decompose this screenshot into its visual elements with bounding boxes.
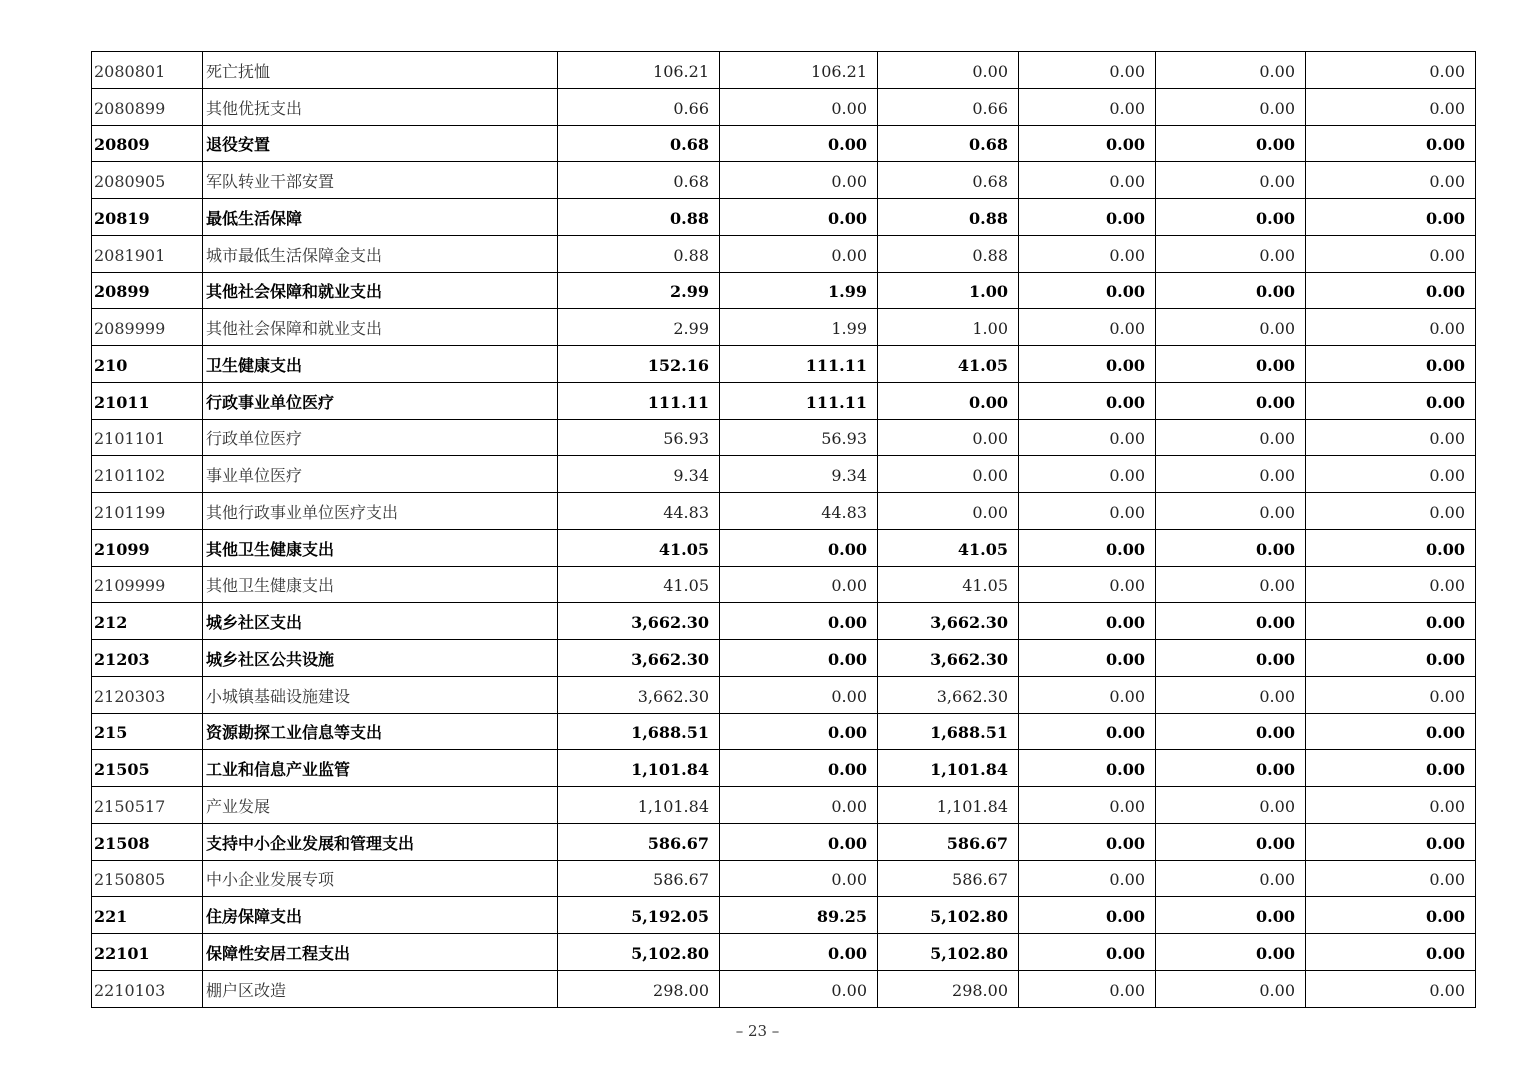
- amount-cell: 0.66: [878, 88, 1019, 125]
- amount-cell: 111.11: [558, 382, 720, 419]
- subject-name-cell: 其他卫生健康支出: [203, 529, 558, 566]
- amount-cell: 2.99: [558, 309, 720, 346]
- amount-cell: 1,101.84: [558, 787, 720, 824]
- amount-cell: 1.00: [878, 272, 1019, 309]
- subject-name-cell: 卫生健康支出: [203, 346, 558, 383]
- subject-code-cell: 2101101: [92, 419, 203, 456]
- amount-cell: 0.00: [1019, 52, 1156, 89]
- amount-cell: 41.05: [878, 529, 1019, 566]
- amount-cell: 0.00: [1306, 88, 1476, 125]
- amount-cell: 0.00: [1019, 823, 1156, 860]
- amount-cell: 1,688.51: [878, 713, 1019, 750]
- amount-cell: 0.00: [1306, 750, 1476, 787]
- amount-cell: 5,192.05: [558, 897, 720, 934]
- amount-cell: 0.88: [878, 235, 1019, 272]
- amount-cell: 5,102.80: [878, 897, 1019, 934]
- amount-cell: 0.88: [558, 199, 720, 236]
- amount-cell: 0.00: [1306, 382, 1476, 419]
- amount-cell: 0.00: [1019, 125, 1156, 162]
- amount-cell: 0.00: [1306, 162, 1476, 199]
- subject-name-cell: 保障性安居工程支出: [203, 934, 558, 971]
- amount-cell: 0.00: [1156, 125, 1306, 162]
- amount-cell: 0.00: [1156, 272, 1306, 309]
- table-row: [92, 823, 1476, 860]
- amount-cell: 0.00: [1019, 456, 1156, 493]
- subject-name-cell: 死亡抚恤: [203, 52, 558, 89]
- table-row: [92, 493, 1476, 530]
- subject-name-cell: 退役安置: [203, 125, 558, 162]
- subject-code-cell: 21011: [92, 382, 203, 419]
- amount-cell: 0.00: [720, 199, 878, 236]
- subject-name-cell: 中小企业发展专项: [203, 860, 558, 897]
- amount-cell: 0.00: [720, 970, 878, 1007]
- subject-code-cell: 210: [92, 346, 203, 383]
- amount-cell: 3,662.30: [878, 676, 1019, 713]
- amount-cell: 0.68: [878, 125, 1019, 162]
- amount-cell: 0.00: [1306, 456, 1476, 493]
- table-row: [92, 419, 1476, 456]
- amount-cell: 0.00: [1306, 419, 1476, 456]
- amount-cell: 1,688.51: [558, 713, 720, 750]
- amount-cell: 1.99: [720, 272, 878, 309]
- table-row: [92, 125, 1476, 162]
- amount-cell: 0.00: [878, 493, 1019, 530]
- amount-cell: 0.00: [720, 750, 878, 787]
- amount-cell: 0.00: [1019, 382, 1156, 419]
- amount-cell: 586.67: [878, 860, 1019, 897]
- amount-cell: 0.00: [1156, 823, 1306, 860]
- amount-cell: 0.88: [558, 235, 720, 272]
- amount-cell: 0.00: [720, 529, 878, 566]
- amount-cell: 0.00: [878, 419, 1019, 456]
- amount-cell: 0.00: [720, 823, 878, 860]
- amount-cell: 0.00: [1156, 860, 1306, 897]
- amount-cell: 56.93: [558, 419, 720, 456]
- amount-cell: 0.00: [720, 566, 878, 603]
- amount-cell: 0.00: [1019, 309, 1156, 346]
- amount-cell: 0.00: [1019, 88, 1156, 125]
- amount-cell: 41.05: [878, 566, 1019, 603]
- amount-cell: 0.00: [1306, 676, 1476, 713]
- amount-cell: 0.00: [720, 88, 878, 125]
- amount-cell: 0.00: [1306, 897, 1476, 934]
- amount-cell: 41.05: [878, 346, 1019, 383]
- subject-name-cell: 棚户区改造: [203, 970, 558, 1007]
- amount-cell: 1.00: [878, 309, 1019, 346]
- amount-cell: 1,101.84: [878, 787, 1019, 824]
- amount-cell: 41.05: [558, 566, 720, 603]
- table-row: [92, 566, 1476, 603]
- amount-cell: 44.83: [558, 493, 720, 530]
- amount-cell: 0.00: [1019, 934, 1156, 971]
- subject-code-cell: 2210103: [92, 970, 203, 1007]
- amount-cell: 9.34: [720, 456, 878, 493]
- amount-cell: 0.00: [1306, 52, 1476, 89]
- table-row: [92, 970, 1476, 1007]
- amount-cell: 0.00: [1306, 309, 1476, 346]
- amount-cell: 0.66: [558, 88, 720, 125]
- amount-cell: 0.00: [1019, 640, 1156, 677]
- page-number: – 23 –: [735, 1022, 780, 1040]
- amount-cell: 0.00: [1156, 787, 1306, 824]
- amount-cell: 0.00: [720, 713, 878, 750]
- amount-cell: 0.00: [1019, 897, 1156, 934]
- subject-code-cell: 221: [92, 897, 203, 934]
- budget-table: [91, 51, 1476, 1008]
- subject-code-cell: 20899: [92, 272, 203, 309]
- table-row: [92, 603, 1476, 640]
- subject-name-cell: 城乡社区公共设施: [203, 640, 558, 677]
- table-row: [92, 88, 1476, 125]
- subject-code-cell: 20819: [92, 199, 203, 236]
- table-row: [92, 529, 1476, 566]
- amount-cell: 56.93: [720, 419, 878, 456]
- amount-cell: 0.00: [1019, 419, 1156, 456]
- amount-cell: 298.00: [558, 970, 720, 1007]
- table-row: [92, 272, 1476, 309]
- amount-cell: 0.00: [1156, 934, 1306, 971]
- amount-cell: 0.00: [720, 640, 878, 677]
- amount-cell: 0.00: [1156, 346, 1306, 383]
- amount-cell: 0.68: [558, 125, 720, 162]
- amount-cell: 3,662.30: [558, 603, 720, 640]
- table-row: [92, 713, 1476, 750]
- amount-cell: 0.00: [1019, 676, 1156, 713]
- amount-cell: 0.00: [1306, 125, 1476, 162]
- amount-cell: 106.21: [720, 52, 878, 89]
- table-row: [92, 309, 1476, 346]
- amount-cell: 298.00: [878, 970, 1019, 1007]
- subject-code-cell: 21508: [92, 823, 203, 860]
- subject-code-cell: 20809: [92, 125, 203, 162]
- amount-cell: 0.00: [1306, 235, 1476, 272]
- table-row: [92, 934, 1476, 971]
- subject-name-cell: 城市最低生活保障金支出: [203, 235, 558, 272]
- amount-cell: 0.00: [1156, 419, 1306, 456]
- amount-cell: 0.00: [720, 787, 878, 824]
- subject-code-cell: 21203: [92, 640, 203, 677]
- amount-cell: 0.00: [1306, 199, 1476, 236]
- amount-cell: 0.00: [1306, 970, 1476, 1007]
- amount-cell: 0.00: [720, 125, 878, 162]
- amount-cell: 0.00: [1019, 713, 1156, 750]
- amount-cell: 0.00: [1306, 934, 1476, 971]
- amount-cell: 0.00: [1306, 346, 1476, 383]
- amount-cell: 0.00: [878, 382, 1019, 419]
- subject-name-cell: 资源勘探工业信息等支出: [203, 713, 558, 750]
- subject-code-cell: 22101: [92, 934, 203, 971]
- amount-cell: 0.00: [1156, 970, 1306, 1007]
- table-row: [92, 897, 1476, 934]
- subject-name-cell: 其他卫生健康支出: [203, 566, 558, 603]
- amount-cell: 0.00: [1019, 603, 1156, 640]
- amount-cell: 0.68: [878, 162, 1019, 199]
- table-body: [92, 52, 1476, 1008]
- table-row: [92, 676, 1476, 713]
- subject-code-cell: 2150517: [92, 787, 203, 824]
- amount-cell: 0.00: [1306, 493, 1476, 530]
- amount-cell: 111.11: [720, 346, 878, 383]
- amount-cell: 0.00: [1156, 309, 1306, 346]
- subject-name-cell: 其他社会保障和就业支出: [203, 309, 558, 346]
- subject-code-cell: 2101102: [92, 456, 203, 493]
- amount-cell: 152.16: [558, 346, 720, 383]
- amount-cell: 0.00: [1306, 566, 1476, 603]
- amount-cell: 41.05: [558, 529, 720, 566]
- table-row: [92, 787, 1476, 824]
- subject-code-cell: 2109999: [92, 566, 203, 603]
- subject-code-cell: 215: [92, 713, 203, 750]
- subject-code-cell: 2080899: [92, 88, 203, 125]
- amount-cell: 0.00: [1306, 787, 1476, 824]
- amount-cell: 0.00: [1156, 199, 1306, 236]
- subject-code-cell: 2101199: [92, 493, 203, 530]
- amount-cell: 0.00: [720, 235, 878, 272]
- subject-name-cell: 城乡社区支出: [203, 603, 558, 640]
- amount-cell: 0.00: [1019, 493, 1156, 530]
- amount-cell: 3,662.30: [878, 603, 1019, 640]
- amount-cell: 586.67: [878, 823, 1019, 860]
- amount-cell: 0.00: [1156, 88, 1306, 125]
- subject-code-cell: 2120303: [92, 676, 203, 713]
- amount-cell: 0.00: [1306, 713, 1476, 750]
- table-row: [92, 199, 1476, 236]
- amount-cell: 0.00: [1019, 199, 1156, 236]
- table-row: [92, 456, 1476, 493]
- amount-cell: 0.00: [1156, 676, 1306, 713]
- subject-name-cell: 其他行政事业单位医疗支出: [203, 493, 558, 530]
- amount-cell: 0.00: [1156, 566, 1306, 603]
- amount-cell: 0.00: [720, 676, 878, 713]
- amount-cell: 3,662.30: [878, 640, 1019, 677]
- amount-cell: 0.00: [1019, 346, 1156, 383]
- table-row: [92, 162, 1476, 199]
- amount-cell: 0.00: [1156, 750, 1306, 787]
- subject-name-cell: 其他优抚支出: [203, 88, 558, 125]
- amount-cell: 0.00: [1156, 52, 1306, 89]
- subject-code-cell: 21505: [92, 750, 203, 787]
- amount-cell: 0.00: [1306, 823, 1476, 860]
- amount-cell: 0.00: [1156, 529, 1306, 566]
- amount-cell: 0.88: [878, 199, 1019, 236]
- amount-cell: 0.00: [1156, 162, 1306, 199]
- subject-name-cell: 其他社会保障和就业支出: [203, 272, 558, 309]
- amount-cell: 1.99: [720, 309, 878, 346]
- subject-name-cell: 产业发展: [203, 787, 558, 824]
- amount-cell: 111.11: [720, 382, 878, 419]
- subject-code-cell: 21099: [92, 529, 203, 566]
- amount-cell: 106.21: [558, 52, 720, 89]
- amount-cell: 1,101.84: [558, 750, 720, 787]
- subject-name-cell: 事业单位医疗: [203, 456, 558, 493]
- subject-name-cell: 最低生活保障: [203, 199, 558, 236]
- amount-cell: 586.67: [558, 823, 720, 860]
- amount-cell: 0.00: [1156, 382, 1306, 419]
- amount-cell: 44.83: [720, 493, 878, 530]
- amount-cell: 0.00: [1156, 603, 1306, 640]
- subject-name-cell: 工业和信息产业监管: [203, 750, 558, 787]
- amount-cell: 0.00: [878, 52, 1019, 89]
- amount-cell: 0.00: [1019, 566, 1156, 603]
- amount-cell: 0.00: [1019, 272, 1156, 309]
- table-row: [92, 860, 1476, 897]
- subject-code-cell: 2080801: [92, 52, 203, 89]
- amount-cell: 0.00: [1306, 272, 1476, 309]
- subject-name-cell: 军队转业干部安置: [203, 162, 558, 199]
- amount-cell: 5,102.80: [558, 934, 720, 971]
- amount-cell: 0.00: [1019, 529, 1156, 566]
- amount-cell: 586.67: [558, 860, 720, 897]
- subject-name-cell: 行政单位医疗: [203, 419, 558, 456]
- amount-cell: 3,662.30: [558, 640, 720, 677]
- amount-cell: 0.00: [720, 162, 878, 199]
- table-row: [92, 346, 1476, 383]
- table-row: [92, 640, 1476, 677]
- amount-cell: 0.00: [720, 603, 878, 640]
- subject-code-cell: 2081901: [92, 235, 203, 272]
- amount-cell: 0.00: [1019, 750, 1156, 787]
- subject-code-cell: 2080905: [92, 162, 203, 199]
- amount-cell: 0.00: [1156, 897, 1306, 934]
- amount-cell: 0.00: [1019, 860, 1156, 897]
- amount-cell: 0.00: [720, 934, 878, 971]
- amount-cell: 0.00: [720, 860, 878, 897]
- amount-cell: 0.00: [1019, 787, 1156, 824]
- table-row: [92, 235, 1476, 272]
- amount-cell: 0.00: [1156, 640, 1306, 677]
- amount-cell: 0.00: [878, 456, 1019, 493]
- amount-cell: 0.00: [1019, 970, 1156, 1007]
- amount-cell: 0.68: [558, 162, 720, 199]
- amount-cell: 0.00: [1156, 713, 1306, 750]
- subject-code-cell: 2089999: [92, 309, 203, 346]
- amount-cell: 0.00: [1019, 235, 1156, 272]
- amount-cell: 0.00: [1306, 603, 1476, 640]
- amount-cell: 0.00: [1156, 235, 1306, 272]
- subject-name-cell: 支持中小企业发展和管理支出: [203, 823, 558, 860]
- amount-cell: 1,101.84: [878, 750, 1019, 787]
- subject-code-cell: 2150805: [92, 860, 203, 897]
- amount-cell: 3,662.30: [558, 676, 720, 713]
- amount-cell: 0.00: [1156, 456, 1306, 493]
- amount-cell: 9.34: [558, 456, 720, 493]
- table-row: [92, 52, 1476, 89]
- subject-name-cell: 住房保障支出: [203, 897, 558, 934]
- amount-cell: 0.00: [1306, 860, 1476, 897]
- subject-name-cell: 小城镇基础设施建设: [203, 676, 558, 713]
- subject-code-cell: 212: [92, 603, 203, 640]
- subject-name-cell: 行政事业单位医疗: [203, 382, 558, 419]
- amount-cell: 0.00: [1306, 640, 1476, 677]
- amount-cell: 0.00: [1306, 529, 1476, 566]
- amount-cell: 0.00: [1019, 162, 1156, 199]
- amount-cell: 0.00: [1156, 493, 1306, 530]
- amount-cell: 89.25: [720, 897, 878, 934]
- amount-cell: 2.99: [558, 272, 720, 309]
- table-row: [92, 382, 1476, 419]
- amount-cell: 5,102.80: [878, 934, 1019, 971]
- table-row: [92, 750, 1476, 787]
